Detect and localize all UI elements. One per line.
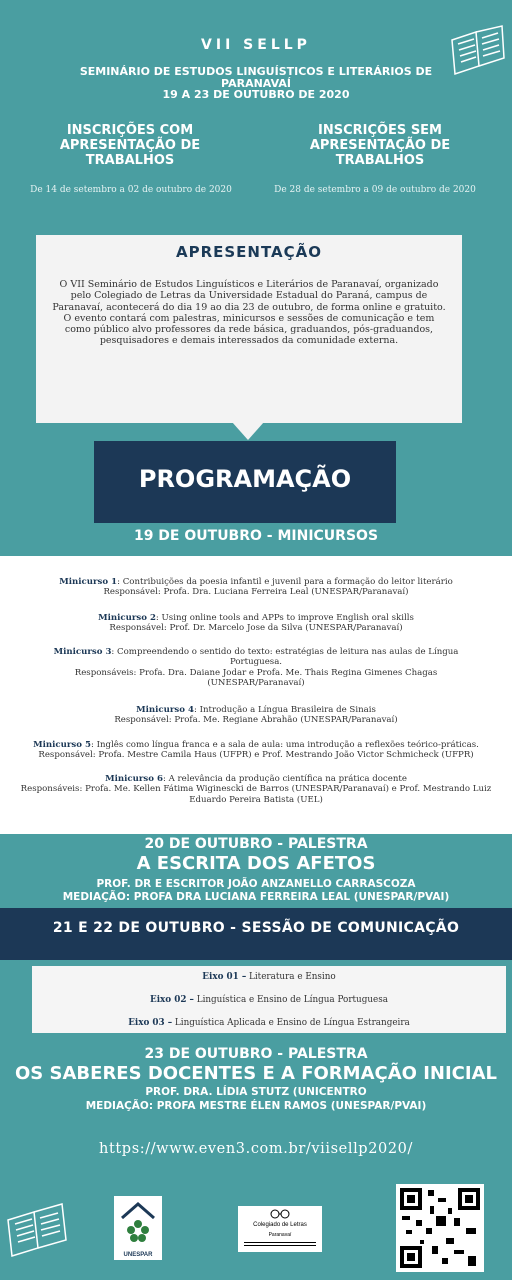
inscricoes-com-title: INSCRIÇÕES COM APRESENTAÇÃO DE TRABALHOS [59, 123, 201, 168]
event-title: VII SELLP [201, 37, 311, 53]
minicurso-responsavel: Responsável: Profa. Dra. Luciana Ferreira Leal (UNESPAR/Paranavaí) [103, 587, 409, 598]
minicurso-responsavel: Responsável: Prof. Dr. Marcelo Jose da Silva (UNESPAR/Paranavaí) [109, 623, 403, 634]
unespar-house-icon [114, 1196, 162, 1248]
sessao-title: 21 E 22 DE OUTUBRO - SESSÃO DE COMUNICAÇÃO [52, 920, 460, 936]
eixo-label: Eixo 02 – [150, 995, 194, 1005]
eixo-label: Eixo 03 – [128, 1018, 173, 1028]
palestra2-title: OS SABERES DOCENTES E A FORMAÇÃO INICIAL [15, 1063, 497, 1084]
colegiado-logo-line1: Colegiado de Letras [253, 1222, 307, 1228]
palestra1-title: A ESCRITA DOS AFETOS [136, 853, 376, 874]
event-url-link[interactable]: https://www.even3.com.br/viisellp2020/ [99, 1141, 413, 1157]
minicurso-title: : Using online tools and APPs to improve English oral skills [155, 613, 414, 623]
minicurso-item [40, 647, 472, 689]
programacao-title: PROGRAMAÇÃO [138, 465, 352, 493]
minicurso-responsavel: Responsável: Profa. Me. Regiane Abrahão (UNESPAR/Paranavaí) [114, 715, 398, 726]
palestra1-speaker: PROF. DR E ESCRITOR JOÃO ANZANELLO CARRASCOZA [96, 878, 416, 890]
minicurso-responsavel: Responsáveis: Profa. Dra. Daiane Jodar e Profa. Me. Thais Regina Gimenes Chagas (UNESPAR/Paranavaí) [74, 667, 438, 689]
minicurso-item [4, 577, 508, 598]
eixo-item [32, 1018, 506, 1028]
minicurso-responsavel: Responsável: Profa. Mestre Camila Haus (UFPR) e Prof. Mestrando João Victor Schmicheck (UFPR) [38, 750, 474, 761]
eixo-item [32, 972, 506, 982]
unespar-logo [114, 1196, 162, 1260]
apresentacao-p1: O VII Seminário de Estudos Linguísticos e Literários de Paranavaí, organizado pelo Colegiado de Letras da Universidade Estadual do Paraná, campus de Paranavaí, acontecerá do dia 19 ao dia 23 de outubro, de forma online e gratuito. [52, 279, 446, 313]
minicurso-label: Minicurso 3 [53, 647, 112, 657]
minicurso-label: Minicurso 6 [105, 774, 163, 784]
eixo-text: Linguística e Ensino de Língua Portuguesa [193, 995, 388, 1005]
colegiado-logo-line2: Paranavaí [268, 1232, 292, 1238]
minicurso-title: : Compreendendo o sentido do texto: estratégias de leitura nas aulas de Língua Portuguesa. [111, 647, 459, 668]
palestra1-mediation: MEDIAÇÃO: PROFA DRA LUCIANA FERREIRA LEAL (UNESPAR/PVAI) [62, 891, 450, 903]
apresentacao-text [50, 279, 448, 347]
minicurso-title: : Inglês como língua franca e a sala de aula: uma introdução a reflexões teórico-práticas. [90, 740, 479, 750]
book-icon [2, 1196, 74, 1260]
glasses-icon [270, 1209, 290, 1219]
palestra1-date: 20 DE OUTUBRO - PALESTRA [144, 836, 368, 852]
inscricoes-sem-period: De 28 de setembro a 09 de outubro de 2020 [274, 185, 476, 195]
apresentacao-p2: O evento contará com palestras, minicursos e sessões de comunicação e tem como público alvo professores da rede básica, graduandos, pós-graduandos, pesquisadores e demais interessados da comunidade externa. [63, 312, 435, 347]
eixo-item [32, 995, 506, 1005]
eixo-text: Linguística Aplicada e Ensino de Língua Estrangeira [172, 1018, 410, 1028]
minicurso-title: : Contribuições da poesia infantil e juvenil para a formação do leitor literário [117, 577, 453, 587]
minicurso-item [4, 740, 508, 761]
palestra2-date: 23 DE OUTUBRO - PALESTRA [144, 1046, 368, 1062]
minicurso-label: Minicurso 4 [136, 705, 194, 715]
minicurso-responsavel: Responsáveis: Profa. Me. Kellen Fátima Wiginescki de Barros (UNESPAR/Paranavaí) e Prof. Mestrando Luiz Eduardo Pereira Batista (UEL) [20, 784, 492, 805]
inscricoes-sem-title: INSCRIÇÕES SEM APRESENTAÇÃO DE TRABALHOS [309, 123, 451, 168]
palestra2-speaker: PROF. DRA. LÍDIA STUTZ (UNICENTRO [145, 1086, 367, 1098]
minicursos-header: 19 DE OUTUBRO - MINICURSOS [133, 528, 379, 544]
palestra2-mediation: MEDIAÇÃO: PROFA MESTRE ÉLEN RAMOS (UNESPAR/PVAI) [85, 1100, 427, 1112]
inscricoes-com-period: De 14 de setembro a 02 de outubro de 2020 [30, 185, 232, 195]
speech-arrow [232, 422, 264, 440]
eixo-text: Literatura e Ensino [246, 972, 336, 982]
minicurso-title: : Introdução a Língua Brasileira de Sinais [193, 705, 376, 715]
minicurso-title: : A relevância da produção científica na prática docente [162, 774, 407, 784]
event-subtitle: SEMINÁRIO DE ESTUDOS LINGUÍSTICOS E LITERÁRIOS DE PARANAVAÍ [79, 65, 433, 90]
minicurso-item [4, 774, 508, 805]
minicurso-label: Minicurso 5 [33, 740, 91, 750]
minicurso-label: Minicurso 2 [98, 613, 156, 623]
minicurso-item [4, 705, 508, 726]
qr-code[interactable] [396, 1184, 484, 1272]
minicurso-item [4, 613, 508, 634]
colegiado-logo [238, 1206, 322, 1252]
eixo-label: Eixo 01 – [202, 972, 247, 982]
event-dates: 19 A 23 DE OUTUBRO DE 2020 [162, 88, 350, 101]
apresentacao-title: APRESENTAÇÃO [175, 243, 323, 261]
minicurso-label: Minicurso 1 [59, 577, 118, 587]
book-line-icon [244, 1242, 316, 1246]
unespar-logo-text: UNESPAR [123, 1252, 153, 1258]
